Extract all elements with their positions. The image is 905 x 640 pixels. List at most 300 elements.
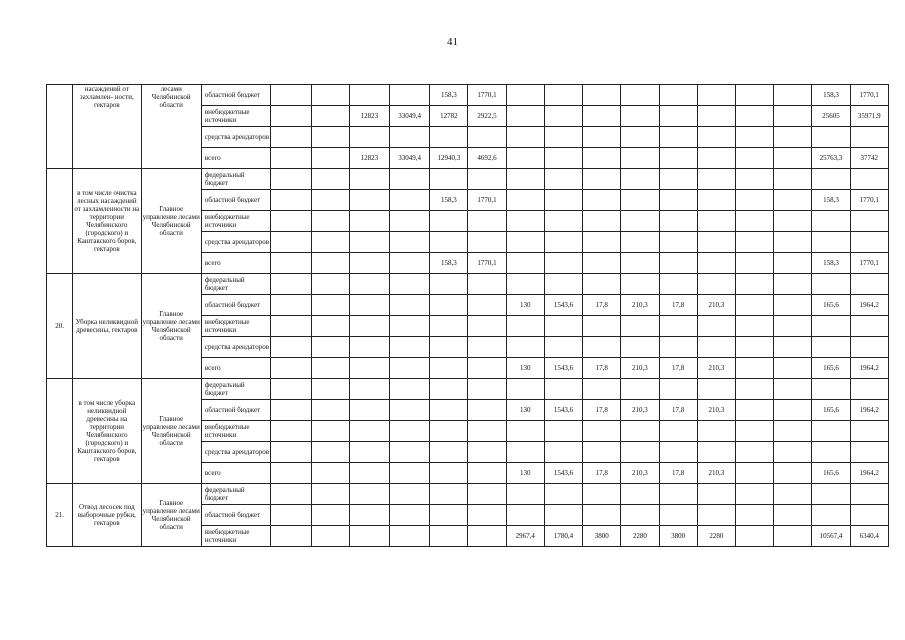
value-cell [544, 232, 582, 253]
value-cell [583, 232, 621, 253]
value-cell [812, 337, 850, 358]
value-cell: 2922,5 [468, 106, 506, 127]
value-cell [774, 232, 812, 253]
value-cell: 158,3 [812, 190, 850, 211]
value-cell [621, 421, 659, 442]
value-cell: 33049,4 [389, 148, 429, 169]
value-cell: 165,6 [812, 358, 850, 379]
value-cell [389, 379, 429, 400]
value-cell [271, 316, 311, 337]
value-cell: 17,8 [659, 358, 697, 379]
activity-description: в том числе уборка неликвидной древесины на территории Челябинского (городского) и Каштакского боров, гектаров [73, 379, 141, 484]
value-cell [583, 106, 621, 127]
value-cell [389, 169, 429, 190]
value-cell [659, 253, 697, 274]
value-cell [271, 274, 311, 295]
value-cell [389, 211, 429, 232]
value-cell [583, 442, 621, 463]
value-cell [774, 148, 812, 169]
value-cell [735, 316, 773, 337]
value-cell [583, 169, 621, 190]
value-cell: 1543,6 [544, 463, 582, 484]
value-cell [697, 337, 735, 358]
value-cell [506, 148, 544, 169]
value-cell [621, 211, 659, 232]
value-cell [389, 127, 429, 148]
value-cell: 3800 [659, 526, 697, 547]
value-cell [311, 421, 349, 442]
value-cell [311, 442, 349, 463]
activity-description: Уборка неликвидной древесины, гектаров [73, 274, 141, 379]
value-cell [621, 148, 659, 169]
value-cell [583, 484, 621, 505]
value-cell: 25763,3 [812, 148, 850, 169]
value-cell [735, 442, 773, 463]
value-cell [349, 379, 389, 400]
value-cell [430, 526, 468, 547]
value-cell [659, 190, 697, 211]
executor: Главное управление лесами Челябинской области [141, 484, 201, 547]
funding-source: внебюджетные источники [201, 421, 270, 442]
value-cell [430, 400, 468, 421]
value-cell: 3800 [583, 526, 621, 547]
value-cell [735, 211, 773, 232]
value-cell [468, 211, 506, 232]
table-row [47, 169, 889, 190]
value-cell [774, 463, 812, 484]
value-cell [430, 169, 468, 190]
value-cell [544, 379, 582, 400]
value-cell: 1964,2 [850, 358, 888, 379]
value-cell [659, 442, 697, 463]
value-cell [697, 211, 735, 232]
value-cell [850, 169, 888, 190]
value-cell [468, 169, 506, 190]
value-cell [583, 421, 621, 442]
value-cell [812, 316, 850, 337]
funding-source: областной бюджет [201, 400, 270, 421]
table-row [47, 85, 889, 106]
value-cell [271, 295, 311, 316]
value-cell [311, 463, 349, 484]
value-cell: 1770,1 [850, 85, 888, 106]
funding-source: областной бюджет [201, 505, 270, 526]
funding-source: всего [201, 463, 270, 484]
value-cell [850, 379, 888, 400]
value-cell: 130 [506, 400, 544, 421]
value-cell [735, 127, 773, 148]
value-cell [389, 400, 429, 421]
value-cell [583, 316, 621, 337]
funding-source: федеральный бюджет [201, 274, 270, 295]
value-cell [311, 253, 349, 274]
value-cell [468, 400, 506, 421]
value-cell: 210,3 [697, 463, 735, 484]
value-cell [812, 274, 850, 295]
funding-source: всего [201, 253, 270, 274]
value-cell [468, 379, 506, 400]
value-cell: 158,3 [430, 253, 468, 274]
value-cell [812, 169, 850, 190]
value-cell [583, 85, 621, 106]
value-cell [583, 337, 621, 358]
value-cell [349, 442, 389, 463]
value-cell [468, 526, 506, 547]
value-cell [506, 337, 544, 358]
funding-source: всего [201, 358, 270, 379]
value-cell [271, 400, 311, 421]
value-cell [774, 358, 812, 379]
value-cell [735, 358, 773, 379]
value-cell [544, 253, 582, 274]
value-cell [311, 379, 349, 400]
value-cell [735, 253, 773, 274]
value-cell [544, 274, 582, 295]
value-cell [468, 505, 506, 526]
value-cell [430, 505, 468, 526]
value-cell [389, 421, 429, 442]
value-cell [389, 295, 429, 316]
value-cell: 33049,4 [389, 106, 429, 127]
value-cell [735, 505, 773, 526]
value-cell [506, 85, 544, 106]
value-cell [468, 442, 506, 463]
value-cell [735, 190, 773, 211]
value-cell [812, 232, 850, 253]
value-cell [311, 316, 349, 337]
value-cell [430, 316, 468, 337]
funding-source: средства арендаторов [201, 127, 270, 148]
value-cell [349, 169, 389, 190]
value-cell [389, 316, 429, 337]
funding-source: областной бюджет [201, 85, 270, 106]
funding-source: федеральный бюджет [201, 379, 270, 400]
value-cell [349, 484, 389, 505]
value-cell [774, 106, 812, 127]
value-cell: 210,3 [621, 358, 659, 379]
value-cell [430, 127, 468, 148]
value-cell [850, 316, 888, 337]
value-cell [850, 127, 888, 148]
value-cell [621, 442, 659, 463]
value-cell [774, 526, 812, 547]
value-cell [506, 316, 544, 337]
funding-source: внебюджетные источники [201, 211, 270, 232]
value-cell [774, 379, 812, 400]
value-cell [311, 505, 349, 526]
value-cell: 17,8 [583, 295, 621, 316]
value-cell [271, 421, 311, 442]
value-cell [735, 106, 773, 127]
value-cell [506, 274, 544, 295]
value-cell [621, 484, 659, 505]
value-cell [468, 337, 506, 358]
value-cell [271, 148, 311, 169]
value-cell [812, 442, 850, 463]
value-cell [812, 211, 850, 232]
value-cell: 130 [506, 463, 544, 484]
value-cell: 158,3 [812, 253, 850, 274]
value-cell [583, 127, 621, 148]
value-cell [697, 169, 735, 190]
value-cell [544, 442, 582, 463]
value-cell [311, 358, 349, 379]
value-cell [621, 169, 659, 190]
value-cell [774, 253, 812, 274]
value-cell [697, 316, 735, 337]
funding-source: внебюджетные источники [201, 316, 270, 337]
value-cell [349, 358, 389, 379]
value-cell [850, 232, 888, 253]
value-cell: 17,8 [659, 400, 697, 421]
value-cell [506, 169, 544, 190]
value-cell: 17,8 [659, 295, 697, 316]
row-number [47, 85, 73, 169]
value-cell [349, 337, 389, 358]
value-cell: 158,3 [430, 85, 468, 106]
funding-source: областной бюджет [201, 190, 270, 211]
value-cell [774, 211, 812, 232]
value-cell [735, 169, 773, 190]
value-cell [506, 211, 544, 232]
value-cell [774, 337, 812, 358]
value-cell [697, 484, 735, 505]
value-cell [621, 274, 659, 295]
value-cell [735, 85, 773, 106]
value-cell [774, 316, 812, 337]
value-cell: 12940,3 [430, 148, 468, 169]
value-cell: 210,3 [621, 463, 659, 484]
value-cell [583, 379, 621, 400]
value-cell [774, 505, 812, 526]
value-cell [621, 85, 659, 106]
program-table [46, 84, 889, 547]
value-cell [349, 505, 389, 526]
value-cell [850, 484, 888, 505]
executor: Главное управление лесами Челябинской области [141, 379, 201, 484]
value-cell [621, 127, 659, 148]
value-cell [697, 106, 735, 127]
value-cell [311, 295, 349, 316]
value-cell [812, 421, 850, 442]
value-cell [430, 463, 468, 484]
value-cell [506, 106, 544, 127]
value-cell [621, 106, 659, 127]
value-cell: 165,6 [812, 295, 850, 316]
value-cell: 1770,1 [468, 253, 506, 274]
value-cell [850, 505, 888, 526]
value-cell [697, 505, 735, 526]
value-cell [349, 232, 389, 253]
value-cell [774, 295, 812, 316]
value-cell [389, 85, 429, 106]
value-cell [506, 190, 544, 211]
value-cell [659, 337, 697, 358]
value-cell [850, 211, 888, 232]
value-cell [389, 463, 429, 484]
value-cell: 35971,9 [850, 106, 888, 127]
value-cell [583, 253, 621, 274]
value-cell [735, 400, 773, 421]
value-cell [468, 295, 506, 316]
value-cell [506, 232, 544, 253]
value-cell [774, 274, 812, 295]
value-cell [850, 274, 888, 295]
value-cell [389, 232, 429, 253]
row-number [47, 379, 73, 484]
value-cell [544, 484, 582, 505]
value-cell [271, 505, 311, 526]
value-cell [430, 379, 468, 400]
value-cell [271, 484, 311, 505]
value-cell [468, 484, 506, 505]
value-cell [311, 106, 349, 127]
value-cell [659, 274, 697, 295]
executor: лесами Челябинской области [141, 85, 201, 169]
value-cell [311, 337, 349, 358]
value-cell [544, 211, 582, 232]
value-cell [659, 484, 697, 505]
value-cell [349, 190, 389, 211]
value-cell [621, 337, 659, 358]
value-cell: 1964,2 [850, 463, 888, 484]
value-cell [389, 505, 429, 526]
value-cell [311, 526, 349, 547]
value-cell [468, 232, 506, 253]
funding-source: внебюджетные источники [201, 526, 270, 547]
row-number [47, 169, 73, 274]
value-cell [583, 190, 621, 211]
value-cell [430, 337, 468, 358]
value-cell [271, 127, 311, 148]
value-cell: 1964,2 [850, 295, 888, 316]
value-cell [659, 211, 697, 232]
value-cell: 2967,4 [506, 526, 544, 547]
value-cell [506, 379, 544, 400]
value-cell [311, 232, 349, 253]
value-cell [735, 526, 773, 547]
value-cell [349, 400, 389, 421]
value-cell [311, 400, 349, 421]
value-cell: 17,8 [659, 463, 697, 484]
value-cell: 1543,6 [544, 400, 582, 421]
funding-source: областной бюджет [201, 295, 270, 316]
value-cell [430, 211, 468, 232]
value-cell [468, 463, 506, 484]
value-cell [774, 190, 812, 211]
value-cell: 165,6 [812, 400, 850, 421]
value-cell: 25605 [812, 106, 850, 127]
value-cell [430, 358, 468, 379]
value-cell [468, 274, 506, 295]
funding-source: внебюджетные источники [201, 106, 270, 127]
value-cell [812, 484, 850, 505]
value-cell: 210,3 [697, 358, 735, 379]
value-cell [774, 484, 812, 505]
value-cell: 130 [506, 358, 544, 379]
funding-source: средства арендаторов [201, 337, 270, 358]
value-cell [271, 106, 311, 127]
value-cell [774, 127, 812, 148]
value-cell [659, 85, 697, 106]
value-cell [506, 421, 544, 442]
value-cell [659, 379, 697, 400]
value-cell [697, 190, 735, 211]
value-cell: 210,3 [621, 400, 659, 421]
value-cell [697, 148, 735, 169]
value-cell [735, 232, 773, 253]
value-cell [659, 316, 697, 337]
value-cell [774, 169, 812, 190]
value-cell [430, 421, 468, 442]
value-cell: 1543,6 [544, 295, 582, 316]
value-cell [735, 379, 773, 400]
value-cell [506, 505, 544, 526]
value-cell [430, 232, 468, 253]
funding-source: федеральный бюджет [201, 484, 270, 505]
value-cell [583, 505, 621, 526]
value-cell [735, 295, 773, 316]
value-cell [621, 190, 659, 211]
value-cell [659, 106, 697, 127]
value-cell [544, 337, 582, 358]
value-cell [697, 232, 735, 253]
value-cell [812, 379, 850, 400]
value-cell [697, 127, 735, 148]
value-cell [311, 484, 349, 505]
value-cell: 158,3 [430, 190, 468, 211]
value-cell [349, 526, 389, 547]
value-cell: 10567,4 [812, 526, 850, 547]
value-cell [468, 358, 506, 379]
value-cell [544, 127, 582, 148]
value-cell [735, 421, 773, 442]
value-cell [271, 526, 311, 547]
funding-source: всего [201, 148, 270, 169]
value-cell [735, 337, 773, 358]
value-cell [271, 358, 311, 379]
value-cell [544, 106, 582, 127]
value-cell: 165,6 [812, 463, 850, 484]
value-cell [621, 505, 659, 526]
value-cell [735, 274, 773, 295]
value-cell [506, 484, 544, 505]
value-cell [544, 85, 582, 106]
value-cell: 17,8 [583, 358, 621, 379]
value-cell [311, 148, 349, 169]
value-cell [349, 316, 389, 337]
value-cell [621, 316, 659, 337]
value-cell [389, 274, 429, 295]
funding-source: федеральный бюджет [201, 169, 270, 190]
value-cell [271, 253, 311, 274]
value-cell [311, 85, 349, 106]
value-cell [349, 211, 389, 232]
value-cell [311, 169, 349, 190]
value-cell [697, 442, 735, 463]
value-cell: 1780,4 [544, 526, 582, 547]
activity-description: Отвод лесосек под выборочные рубки, гектаров [73, 484, 141, 547]
value-cell [544, 190, 582, 211]
value-cell [506, 127, 544, 148]
value-cell [697, 274, 735, 295]
value-cell [544, 148, 582, 169]
value-cell [271, 211, 311, 232]
page-number: 41 [447, 36, 458, 48]
table-row [47, 379, 889, 400]
value-cell: 210,3 [697, 400, 735, 421]
value-cell [468, 127, 506, 148]
